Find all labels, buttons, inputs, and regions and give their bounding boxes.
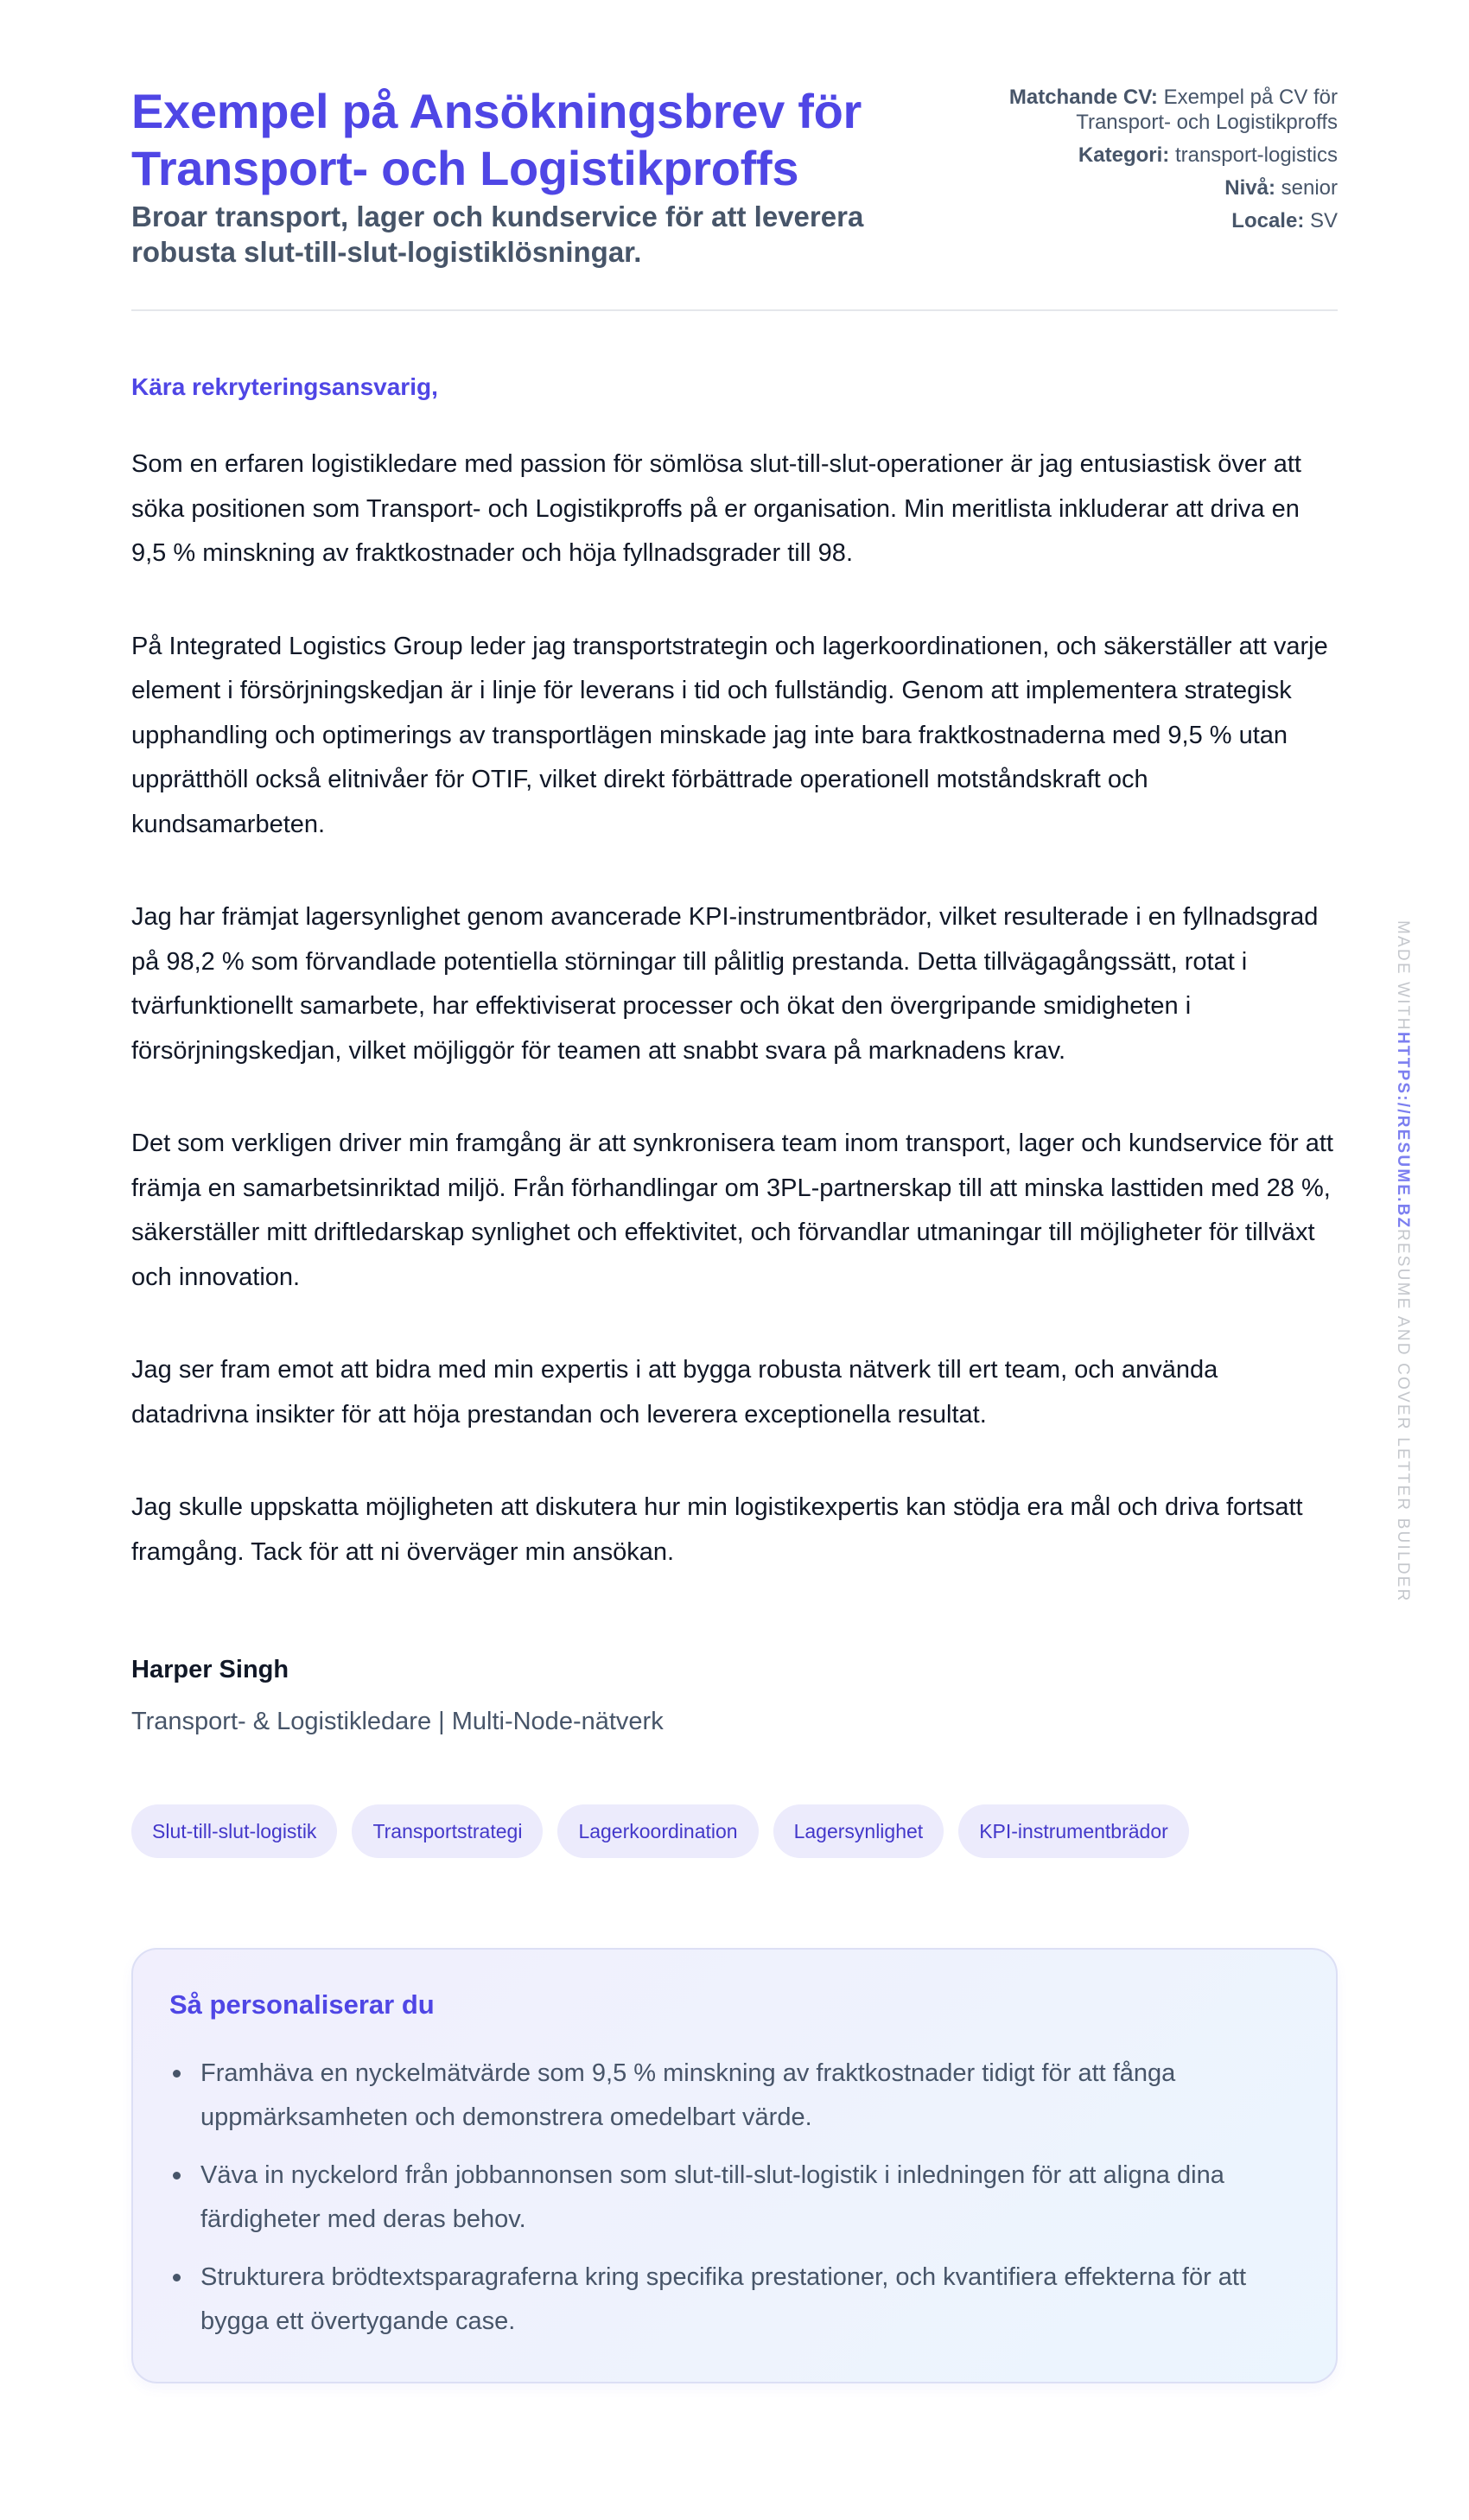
letter-greeting: Kära rekryteringsansvarig,	[131, 373, 438, 400]
meta-label: Matchande CV:	[1008, 86, 1158, 109]
bullet-icon	[173, 2172, 181, 2180]
meta-matching-cv	[975, 85, 1338, 135]
skill-tag: KPI-instrumentbrädor	[958, 1804, 1189, 1858]
meta-label: Nivå:	[1224, 176, 1275, 200]
meta-info	[975, 83, 1338, 241]
skill-tag: Transportstrategi	[352, 1804, 543, 1858]
personalization-tips-box	[131, 1948, 1338, 2383]
title-block	[131, 83, 961, 270]
tips-list-item	[200, 2256, 1300, 2344]
meta-value: SV	[1309, 209, 1338, 232]
letter-paragraph: Det som verkligen driver min framgång är att synkronisera team inom transport, lager och kundservice för att främja en samarbetsinriktad miljö. Från förhandlingar om 3PL-partnerskap till att minska lasttiden med 28 %, säkerställer mitt driftledarskap synlighet och effektivitet, och förvandlar utmaningar till möjligheter för tillväxt och innovation.	[131, 1130, 1333, 1291]
letter-paragraph: Jag skulle uppskatta möjligheten att diskutera hur min logistikexpertis kan stödja era mål och driva fortsatt framgång. Tack för att ni överväger min ansökan.	[131, 1493, 1303, 1566]
tip-text: Strukturera brödtextsparagraferna kring specifika prestationer, och kvantifiera effekterna för att bygga ett övertygande case.	[200, 2263, 1247, 2335]
meta-label: Locale:	[1231, 209, 1305, 232]
tip-text: Framhäva en nyckelmätvärde som 9,5 % minskning av fraktkostnader tidigt för att fånga uppmärksamheten och demonstrera omedelbart värde.	[200, 2059, 1176, 2131]
meta-value: Exempel på CV för Transport- och Logistikproffs	[1076, 86, 1338, 134]
signature-block	[131, 1652, 1338, 1739]
meta-level	[975, 175, 1338, 200]
meta-label: Kategori:	[1078, 143, 1170, 167]
skill-tags	[131, 1804, 1338, 1858]
skill-tag: Lagerkoordination	[557, 1804, 758, 1858]
skill-tag: Lagersynlighet	[773, 1804, 944, 1858]
watermark-prefix: MADE WITH	[1394, 920, 1412, 1032]
page-header	[131, 83, 1338, 311]
letter-paragraph: Jag har främjat lagersynlighet genom avancerade KPI-instrumentbrädor, vilket resulterade i en fyllnadsgrad på 98,2 % som förvandlade potentiella störningar till pålitlig prestanda. Detta tillvägagångssätt, rotat i tvärfunktionellt samarbete, har effektiviserat processer och ökat den övergripande smidigheten i försörjningskedjan, vilket möjliggör för teamen att snabbt svara på marknadens krav.	[131, 903, 1319, 1065]
letter-paragraph: Jag ser fram emot att bidra med min expertis i att bygga robusta nätverk till ert team, och använda datadrivna insikter för att höja prestandan och leverera exceptionella resultat.	[131, 1356, 1218, 1429]
made-with-watermark	[1393, 920, 1412, 1602]
cover-letter-page	[131, 83, 1338, 2383]
watermark-suffix: RESUME AND COVER LETTER BUILDER	[1394, 1228, 1412, 1603]
meta-value: transport-logistics	[1174, 143, 1338, 167]
page-title: Exempel på Ansökningsbrev för Transport- och Logistikproffs	[131, 84, 862, 195]
watermark-link[interactable]: HTTPS://RESUME.BZ	[1394, 1031, 1412, 1229]
tips-list	[169, 2052, 1300, 2344]
signature-title: Transport- & Logistikledare | Multi-Node-nätverk	[131, 1708, 664, 1735]
meta-category	[975, 143, 1338, 168]
bullet-icon	[173, 2070, 181, 2078]
tip-text: Väva in nyckelord från jobbannonsen som slut-till-slut-logistik i inledningen för att aligna dina färdigheter med deras behov.	[200, 2161, 1224, 2233]
signature-name: Harper Singh	[131, 1656, 289, 1683]
tips-list-item	[200, 2154, 1300, 2242]
letter-paragraph: Som en erfaren logistikledare med passion för sömlösa slut-till-slut-operationer är jag entusiastisk över att söka positionen som Transport- och Logistikproffs på er organisation. Min meritlista inkluderar att driva en 9,5 % minskning av fraktkostnader och höja fyllnadsgrader till 98.	[131, 450, 1301, 567]
tips-list-item	[200, 2052, 1300, 2140]
page-subtitle: Broar transport, lager och kundservice för att leverera robusta slut-till-slut-logistiklösningar.	[131, 200, 864, 268]
letter-body	[131, 442, 1338, 1575]
bullet-icon	[173, 2274, 181, 2281]
meta-value: senior	[1281, 176, 1338, 200]
meta-locale	[975, 208, 1338, 233]
skill-tag: Slut-till-slut-logistik	[131, 1804, 337, 1858]
tips-title: Så personaliserar du	[169, 1989, 435, 2020]
letter-paragraph: På Integrated Logistics Group leder jag transportstrategin och lagerkoordinationen, och säkerställer att varje element i försörjningskedjan är i linje för leverans i tid och fullständig. Genom att implementera strategisk upphandling och optimerings av transportlägen minskade jag inte bara fraktkostnaderna med 9,5 % utan upprätthöll också elitnivåer för OTIF, vilket direkt förbättrade operationell motståndskraft och kundsamarbeten.	[131, 632, 1328, 838]
